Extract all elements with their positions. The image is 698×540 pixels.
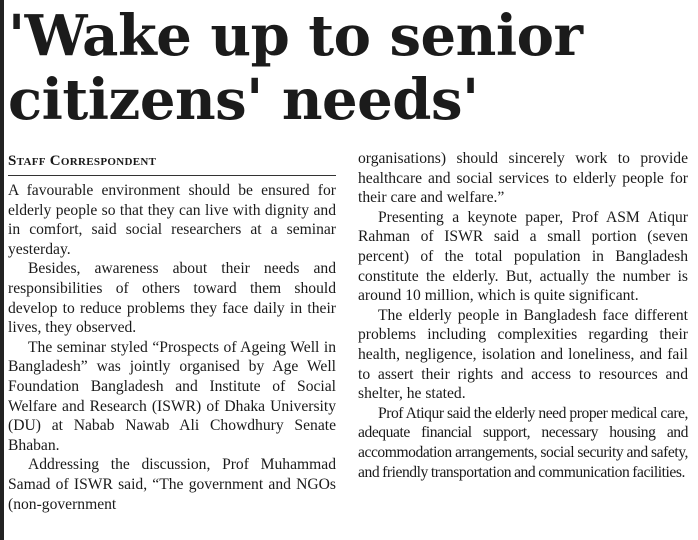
headline xyxy=(8,4,696,132)
article-column-right xyxy=(358,149,688,482)
left-border-rule xyxy=(0,0,4,540)
byline: Staff Correspondent xyxy=(8,153,157,169)
paragraph: The seminar styled “Prospects of Ageing Well in Bangladesh” was jointly organised by Age Well Foundation Bangladesh and Institute of Social Welfare and Research (ISWR) of Dhaka University (DU) at Nabab Nawab Ali Chowdhury Senate Bhaban. xyxy=(8,338,336,454)
paragraph: The elderly people in Bangladesh face different problems including complexities regarding their health, negligence, isolation and loneliness, and fail to assert their rights and access to resources and shelter, he stated. xyxy=(358,306,688,403)
paragraph: A favourable environment should be ensured for elderly people so that they can live with dignity and in comfort, said social researchers at a seminar yesterday. xyxy=(8,182,336,258)
paragraph: organisations) should sincerely work to provide healthcare and social services to elderly people for their care and welfare.” xyxy=(358,150,688,207)
paragraph: Presenting a keynote paper, Prof ASM Atiqur Rahman of ISWR said a small portion (seven percent) of the total population in Bangladesh constitute the elderly. But, actually the number is around 10 million, which is quite significant. xyxy=(358,208,688,305)
paragraph: Besides, awareness about their needs and responsibilities of others toward them should develop to reduce problems they face daily in their lives, they observed. xyxy=(8,260,336,337)
byline-divider xyxy=(8,175,336,176)
article-column-left xyxy=(8,181,336,514)
headline-line-1: 'Wake up to senior xyxy=(8,3,583,69)
headline-line-2: citizens' needs' xyxy=(8,67,479,133)
paragraph: Prof Atiqur said the elderly need proper medical care, adequate financial support, necessary housing and accommodation arrangements, social security and safety, and friendly transportation and communication facilities. xyxy=(358,404,688,481)
paragraph: Addressing the discussion, Prof Muhammad Samad of ISWR said, “The government and NGOs (non-government xyxy=(8,456,336,513)
